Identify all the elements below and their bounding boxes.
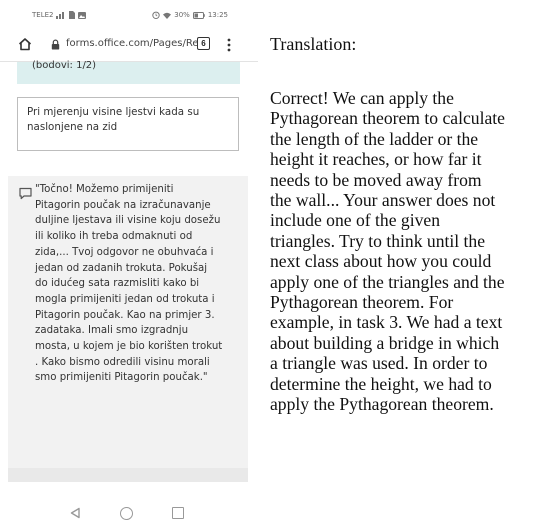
clock-time: 13:25 xyxy=(207,11,228,19)
translation-line: example, in task 3. We had a text xyxy=(270,312,503,333)
feedback-line: "Točno! Možemo primijeniti xyxy=(35,184,174,195)
back-icon[interactable] xyxy=(69,507,81,519)
translation-title: Translation: xyxy=(270,34,357,54)
sim-icon xyxy=(68,11,75,19)
next-section-strip xyxy=(8,468,248,482)
more-vert-icon[interactable] xyxy=(225,37,233,53)
answer-text: Pri mjerenju visine ljestvi kada su naslonjene na zid xyxy=(27,106,200,133)
translation-line: needs to be moved away from xyxy=(270,169,482,190)
comment-icon xyxy=(19,187,32,200)
translation-line: a triangle was used. In order to xyxy=(270,353,488,374)
question-score-panel xyxy=(17,62,240,84)
translation-line: next class about how you could xyxy=(270,251,492,272)
browser-toolbar xyxy=(0,28,258,62)
alarm-icon xyxy=(152,11,160,19)
feedback-line: Pitagorin poučak na izračunavanje xyxy=(35,199,211,211)
wifi-icon xyxy=(163,12,171,19)
translation-panel xyxy=(270,33,545,415)
address-bar-url[interactable]: forms.office.com/Pages/Re xyxy=(66,38,199,49)
translation-line: Pythagorean theorem. For xyxy=(270,292,454,313)
home-icon[interactable] xyxy=(18,37,32,51)
translation-line: apply one of the triangles and the xyxy=(270,271,505,292)
battery-icon xyxy=(193,12,205,19)
translation-line: about building a bridge in which xyxy=(270,332,500,353)
tabs-button[interactable]: 6 xyxy=(197,37,210,50)
feedback-line: smo primijeniti Pitagorin poučak." xyxy=(35,372,208,384)
feedback-line: . Kako bismo odredili visinu morali xyxy=(35,356,210,368)
feedback-line: duljine ljestava ili visine koju dosežu xyxy=(35,215,221,227)
translation-line: the wall... Your answer does not xyxy=(270,190,496,211)
battery-percent: 30% xyxy=(174,11,190,19)
points-text: (bodovi: 1/2) xyxy=(32,60,97,71)
feedback-line: do idućeg sata razmisliti kako bi xyxy=(35,278,200,290)
android-nav-bar xyxy=(0,499,258,528)
translation-line: determine the height, we had to xyxy=(270,373,492,394)
feedback-line: zida,... Tvoj odgovor ne obuhvaća i xyxy=(35,246,214,258)
feedback-line: ili koliko ih treba odmaknuti od xyxy=(35,231,193,243)
feedback-line: zadataka. Imali smo izgradnju xyxy=(35,325,189,337)
translation-line: the length of the ladder or the xyxy=(270,128,479,149)
home-nav-icon[interactable] xyxy=(120,507,133,520)
recent-apps-icon[interactable] xyxy=(172,507,184,519)
phone-screenshot xyxy=(0,0,258,528)
answer-field[interactable] xyxy=(17,97,239,151)
translation-line: triangles. Try to think until the xyxy=(270,230,486,251)
image-notification-icon xyxy=(78,12,86,19)
translation-line: apply the Pythagorean theorem. xyxy=(270,394,494,415)
feedback-panel xyxy=(8,176,248,476)
feedback-line: mogla primijeniti jedan od trokuta i xyxy=(35,293,215,305)
feedback-line: jedan od zadanih trokuta. Pokušaj xyxy=(35,262,208,274)
carrier-label: TELE2 xyxy=(32,11,54,19)
status-bar xyxy=(0,0,258,26)
translation-line: height it reaches, or how far it xyxy=(270,149,482,170)
feedback-text xyxy=(35,182,247,386)
feedback-line: mosta, u kojem je bio korišten trokut xyxy=(35,341,223,353)
translation-body xyxy=(270,88,545,415)
lock-icon[interactable] xyxy=(51,39,60,50)
feedback-line: Pitagorin poučak. Kao na primjer 3. xyxy=(35,309,215,321)
translation-line: Pythagorean theorem to calculate xyxy=(270,108,505,129)
translation-line: Correct! We can apply the xyxy=(270,88,454,108)
signal-icon xyxy=(56,12,65,19)
translation-line: include one of the given xyxy=(270,210,441,231)
